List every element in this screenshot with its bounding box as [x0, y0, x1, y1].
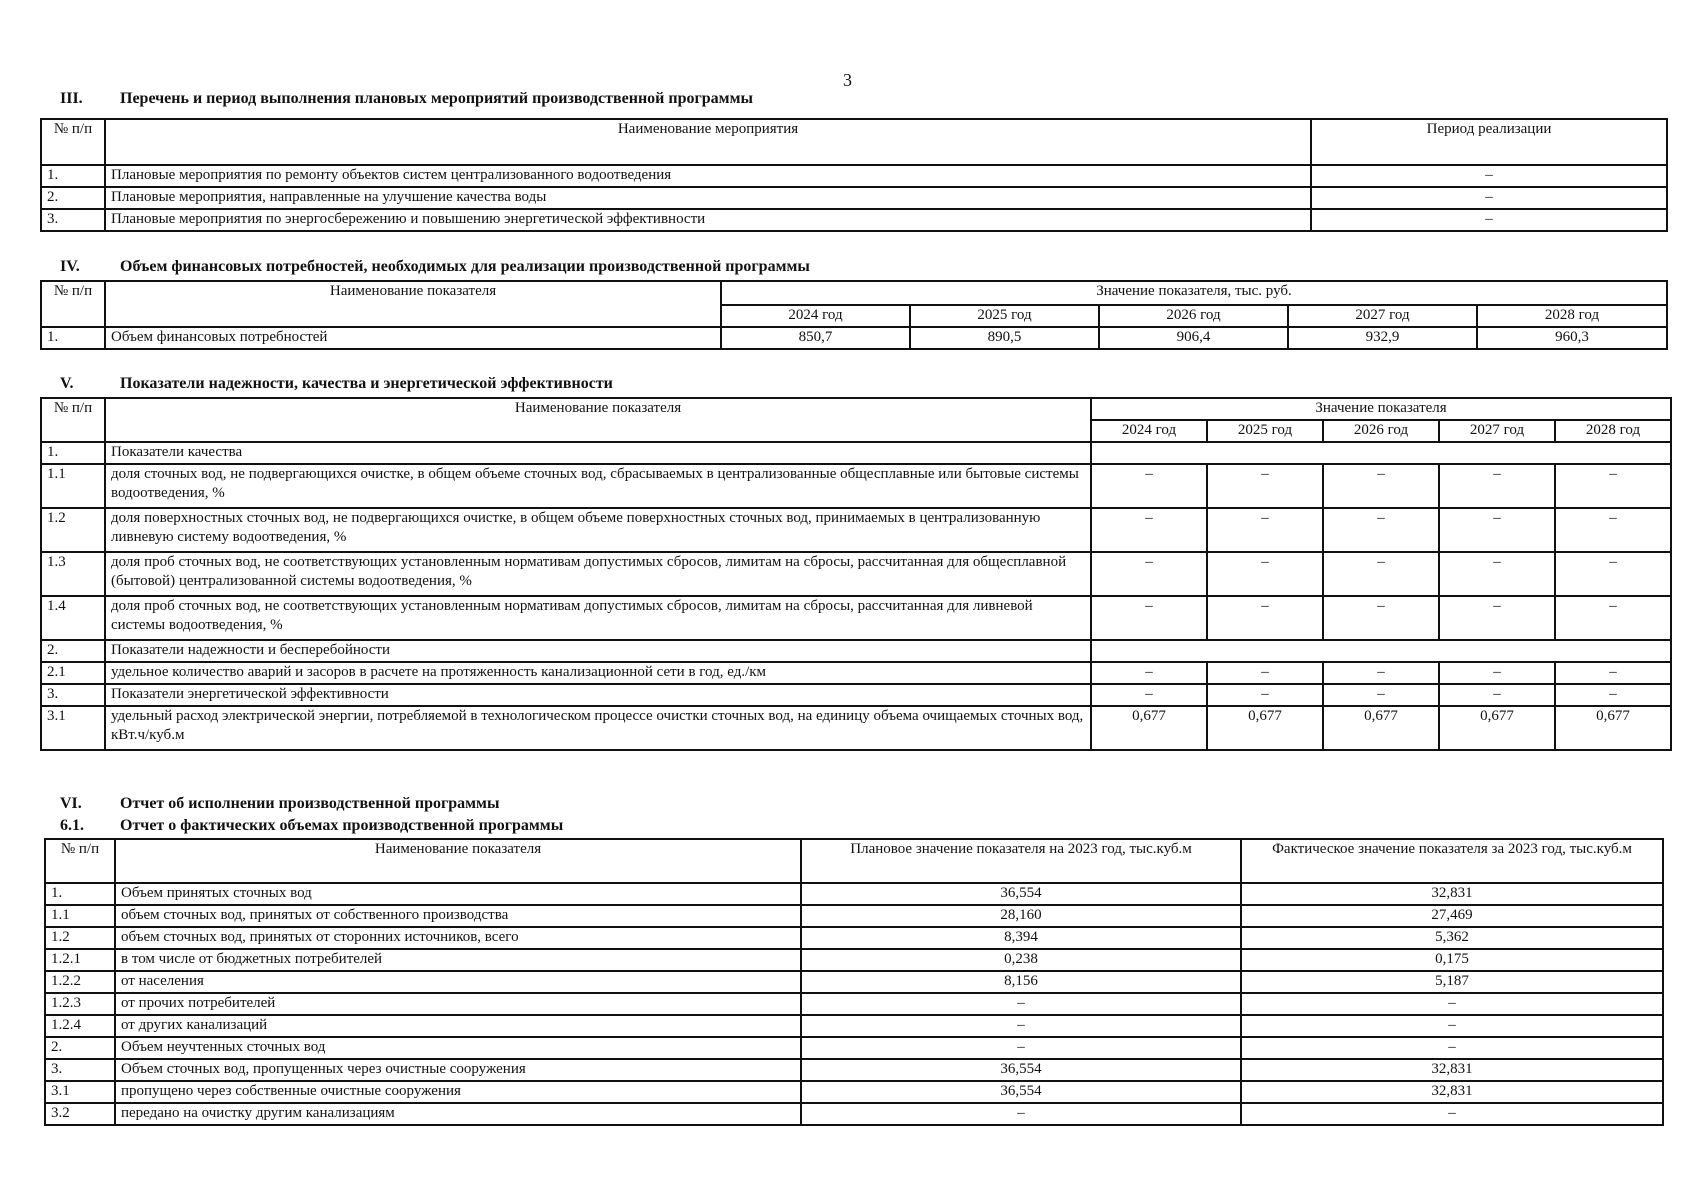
- row-value: 850,7: [721, 327, 910, 349]
- table-row: [45, 971, 1663, 993]
- section-6-heading: [60, 795, 499, 813]
- section-3-table: [40, 118, 1668, 232]
- row-no: 1.: [41, 327, 105, 349]
- row-value: –: [1091, 596, 1207, 640]
- row-name: удельный расход электрической энергии, потребляемой в технологическом процессе очистки сточных вод, на единицу объема очищаемых сточных вод, кВт.ч/куб.м: [105, 706, 1091, 750]
- row-value: –: [1323, 508, 1439, 552]
- row-value: –: [1439, 508, 1555, 552]
- row-name: Показатели надежности и бесперебойности: [105, 640, 1091, 662]
- row-no: 2.1: [41, 662, 105, 684]
- row-name: в том числе от бюджетных потребителей: [115, 949, 801, 971]
- row-period: –: [1311, 165, 1667, 187]
- row-value: –: [1207, 662, 1323, 684]
- table-header-row: [45, 839, 1663, 883]
- row-value: –: [1323, 552, 1439, 596]
- header-value: Значение показателя: [1091, 398, 1671, 420]
- section-5-table: [40, 397, 1672, 751]
- table-row: [41, 209, 1667, 231]
- table-header-row: [41, 398, 1671, 420]
- section-6-1-title: Отчет о фактических объемах производственной программы: [120, 817, 564, 834]
- row-value: 0,677: [1091, 706, 1207, 750]
- section-5-heading: [60, 375, 613, 393]
- header-name: Наименование мероприятия: [105, 119, 1311, 165]
- row-no: 2.: [41, 640, 105, 662]
- row-value: 932,9: [1288, 327, 1477, 349]
- row-value: –: [1555, 508, 1671, 552]
- row-value: –: [1207, 684, 1323, 706]
- row-no: 2.: [41, 187, 105, 209]
- row-period: –: [1311, 187, 1667, 209]
- header-no: № п/п: [41, 398, 105, 442]
- table-row: [41, 552, 1671, 596]
- row-name: пропущено через собственные очистные сооружения: [115, 1081, 801, 1103]
- header-name: Наименование показателя: [115, 839, 801, 883]
- row-value: –: [1555, 684, 1671, 706]
- row-no: 2.: [45, 1037, 115, 1059]
- row-value: 0,677: [1439, 706, 1555, 750]
- table-header-row: [41, 119, 1667, 165]
- header-year: 2028 год: [1555, 420, 1671, 442]
- row-value: 0,677: [1323, 706, 1439, 750]
- row-fact: –: [1241, 1015, 1663, 1037]
- header-year: 2028 год: [1477, 305, 1667, 327]
- row-value: –: [1323, 596, 1439, 640]
- row-value: –: [1323, 662, 1439, 684]
- row-no: 1.: [41, 165, 105, 187]
- row-plan: –: [801, 993, 1241, 1015]
- row-value: –: [1555, 662, 1671, 684]
- row-value: –: [1439, 596, 1555, 640]
- table-row: [41, 640, 1671, 662]
- section-6-number: VI.: [60, 795, 82, 812]
- row-no: 3.1: [45, 1081, 115, 1103]
- row-value: –: [1439, 662, 1555, 684]
- table-row: [41, 464, 1671, 508]
- row-fact: 32,831: [1241, 1059, 1663, 1081]
- row-name: доля поверхностных сточных вод, не подвергающихся очистке, в общем объеме поверхностных сточных вод, принимаемых в централизованную ливневую систему водоотведения, %: [105, 508, 1091, 552]
- row-value: 0,677: [1555, 706, 1671, 750]
- section-6-title: Отчет об исполнении производственной программы: [120, 795, 500, 812]
- row-name: Плановые мероприятия, направленные на улучшение качества воды: [105, 187, 1311, 209]
- row-plan: 36,554: [801, 883, 1241, 905]
- header-name: Наименование показателя: [105, 398, 1091, 442]
- row-value: –: [1555, 552, 1671, 596]
- row-value: 906,4: [1099, 327, 1288, 349]
- section-4-table: [40, 280, 1668, 350]
- table-row: [45, 1081, 1663, 1103]
- row-name: Плановые мероприятия по ремонту объектов систем централизованного водоотведения: [105, 165, 1311, 187]
- row-fact: –: [1241, 993, 1663, 1015]
- row-value: 960,3: [1477, 327, 1667, 349]
- row-no: 3.1: [41, 706, 105, 750]
- table-row: [41, 662, 1671, 684]
- row-name: Объем сточных вод, пропущенных через очистные сооружения: [115, 1059, 801, 1081]
- row-no: 3.2: [45, 1103, 115, 1125]
- row-name: доля проб сточных вод, не соответствующих установленным нормативам допустимых сбросов, лимитам на сбросы, рассчитанная для ливневой системы водоотведения, %: [105, 596, 1091, 640]
- header-period: Период реализации: [1311, 119, 1667, 165]
- section-6-table: [44, 838, 1664, 1126]
- row-no: 1.1: [45, 905, 115, 927]
- table-row: [45, 1037, 1663, 1059]
- row-value: –: [1207, 464, 1323, 508]
- row-value: 890,5: [910, 327, 1099, 349]
- row-value: –: [1439, 552, 1555, 596]
- row-value: –: [1207, 596, 1323, 640]
- row-no: 1.2: [45, 927, 115, 949]
- table-row: [45, 1103, 1663, 1125]
- row-value: 0,677: [1207, 706, 1323, 750]
- row-value: –: [1555, 464, 1671, 508]
- row-plan: 0,238: [801, 949, 1241, 971]
- row-fact: –: [1241, 1103, 1663, 1125]
- row-no: 1.2.2: [45, 971, 115, 993]
- row-name: доля проб сточных вод, не соответствующих установленным нормативам допустимых сбросов, лимитам на сбросы, рассчитанная для общесплавной (бытовой) централизованной системы водоотведения, %: [105, 552, 1091, 596]
- section-3-title: Перечень и период выполнения плановых мероприятий производственной программы: [120, 90, 753, 107]
- header-plan: Плановое значение показателя на 2023 год, тыс.куб.м: [801, 839, 1241, 883]
- row-name: объем сточных вод, принятых от собственного производства: [115, 905, 801, 927]
- row-no: 1.: [41, 442, 105, 464]
- row-plan: –: [801, 1103, 1241, 1125]
- table-header-row: [41, 281, 1667, 305]
- row-name: передано на очистку другим канализациям: [115, 1103, 801, 1125]
- row-value: –: [1555, 596, 1671, 640]
- row-name: Показатели качества: [105, 442, 1091, 464]
- row-value: –: [1323, 464, 1439, 508]
- row-no: 3.: [41, 684, 105, 706]
- row-empty: [1091, 640, 1671, 662]
- row-value: –: [1091, 464, 1207, 508]
- row-plan: –: [801, 1037, 1241, 1059]
- row-fact: –: [1241, 1037, 1663, 1059]
- row-plan: 36,554: [801, 1059, 1241, 1081]
- row-fact: 32,831: [1241, 883, 1663, 905]
- row-name: объем сточных вод, принятых от сторонних источников, всего: [115, 927, 801, 949]
- row-fact: 5,362: [1241, 927, 1663, 949]
- table-row: [45, 1059, 1663, 1081]
- table-row: [41, 684, 1671, 706]
- row-empty: [1091, 442, 1671, 464]
- section-4-title: Объем финансовых потребностей, необходимых для реализации производственной программы: [120, 258, 810, 275]
- row-name: Показатели энергетической эффективности: [105, 684, 1091, 706]
- table-row: [41, 508, 1671, 552]
- header-year: 2027 год: [1288, 305, 1477, 327]
- row-value: –: [1091, 684, 1207, 706]
- row-name: от других канализаций: [115, 1015, 801, 1037]
- row-value: –: [1439, 684, 1555, 706]
- row-no: 1.2.1: [45, 949, 115, 971]
- table-row: [45, 883, 1663, 905]
- row-value: –: [1323, 684, 1439, 706]
- section-3-heading: [60, 90, 753, 108]
- table-row: [41, 187, 1667, 209]
- row-no: 1.3: [41, 552, 105, 596]
- row-value: –: [1091, 552, 1207, 596]
- section-4-heading: [60, 258, 810, 276]
- header-year: 2026 год: [1099, 305, 1288, 327]
- header-no: № п/п: [41, 119, 105, 165]
- row-name: Объем финансовых потребностей: [105, 327, 721, 349]
- row-name: от прочих потребителей: [115, 993, 801, 1015]
- row-name: Объем неучтенных сточных вод: [115, 1037, 801, 1059]
- section-6-1-number: 6.1.: [60, 817, 84, 834]
- row-name: удельное количество аварий и засоров в расчете на протяженность канализационной сети в год, ед./км: [105, 662, 1091, 684]
- table-row: [41, 706, 1671, 750]
- row-plan: 8,394: [801, 927, 1241, 949]
- row-name: от населения: [115, 971, 801, 993]
- table-row: [45, 1015, 1663, 1037]
- section-4-number: IV.: [60, 258, 80, 275]
- header-year: 2025 год: [1207, 420, 1323, 442]
- section-5-number: V.: [60, 375, 74, 392]
- row-no: 1.2: [41, 508, 105, 552]
- row-name: доля сточных вод, не подвергающихся очистке, в общем объеме сточных вод, сбрасываемых в централизованные общесплавные или бытовые системы водоотведения, %: [105, 464, 1091, 508]
- header-no: № п/п: [45, 839, 115, 883]
- row-no: 1.: [45, 883, 115, 905]
- row-value: –: [1091, 508, 1207, 552]
- row-plan: –: [801, 1015, 1241, 1037]
- header-value: Значение показателя, тыс. руб.: [721, 281, 1667, 305]
- row-no: 3.: [45, 1059, 115, 1081]
- section-6-1-heading: [60, 817, 563, 835]
- row-plan: 28,160: [801, 905, 1241, 927]
- row-name: Плановые мероприятия по энергосбережению и повышению энергетической эффективности: [105, 209, 1311, 231]
- row-plan: 8,156: [801, 971, 1241, 993]
- row-value: –: [1207, 552, 1323, 596]
- table-row: [45, 949, 1663, 971]
- header-fact: Фактическое значение показателя за 2023 год, тыс.куб.м: [1241, 839, 1663, 883]
- table-row: [41, 165, 1667, 187]
- row-fact: 5,187: [1241, 971, 1663, 993]
- section-5-title: Показатели надежности, качества и энергетической эффективности: [120, 375, 613, 392]
- table-row: [45, 905, 1663, 927]
- row-no: 1.2.4: [45, 1015, 115, 1037]
- row-value: –: [1439, 464, 1555, 508]
- table-row: [45, 993, 1663, 1015]
- row-no: 1.2.3: [45, 993, 115, 1015]
- table-row: [45, 927, 1663, 949]
- row-value: –: [1091, 662, 1207, 684]
- header-name: Наименование показателя: [105, 281, 721, 327]
- row-name: Объем принятых сточных вод: [115, 883, 801, 905]
- header-year: 2024 год: [1091, 420, 1207, 442]
- row-plan: 36,554: [801, 1081, 1241, 1103]
- row-fact: 0,175: [1241, 949, 1663, 971]
- row-no: 3.: [41, 209, 105, 231]
- row-fact: 27,469: [1241, 905, 1663, 927]
- row-no: 1.4: [41, 596, 105, 640]
- header-year: 2026 год: [1323, 420, 1439, 442]
- page-number: 3: [843, 70, 852, 90]
- header-year: 2025 год: [910, 305, 1099, 327]
- table-row: [41, 327, 1667, 349]
- row-period: –: [1311, 209, 1667, 231]
- header-year: 2024 год: [721, 305, 910, 327]
- table-row: [41, 596, 1671, 640]
- header-year: 2027 год: [1439, 420, 1555, 442]
- section-3-number: III.: [60, 90, 83, 107]
- row-fact: 32,831: [1241, 1081, 1663, 1103]
- row-no: 1.1: [41, 464, 105, 508]
- row-value: –: [1207, 508, 1323, 552]
- table-row: [41, 442, 1671, 464]
- header-no: № п/п: [41, 281, 105, 327]
